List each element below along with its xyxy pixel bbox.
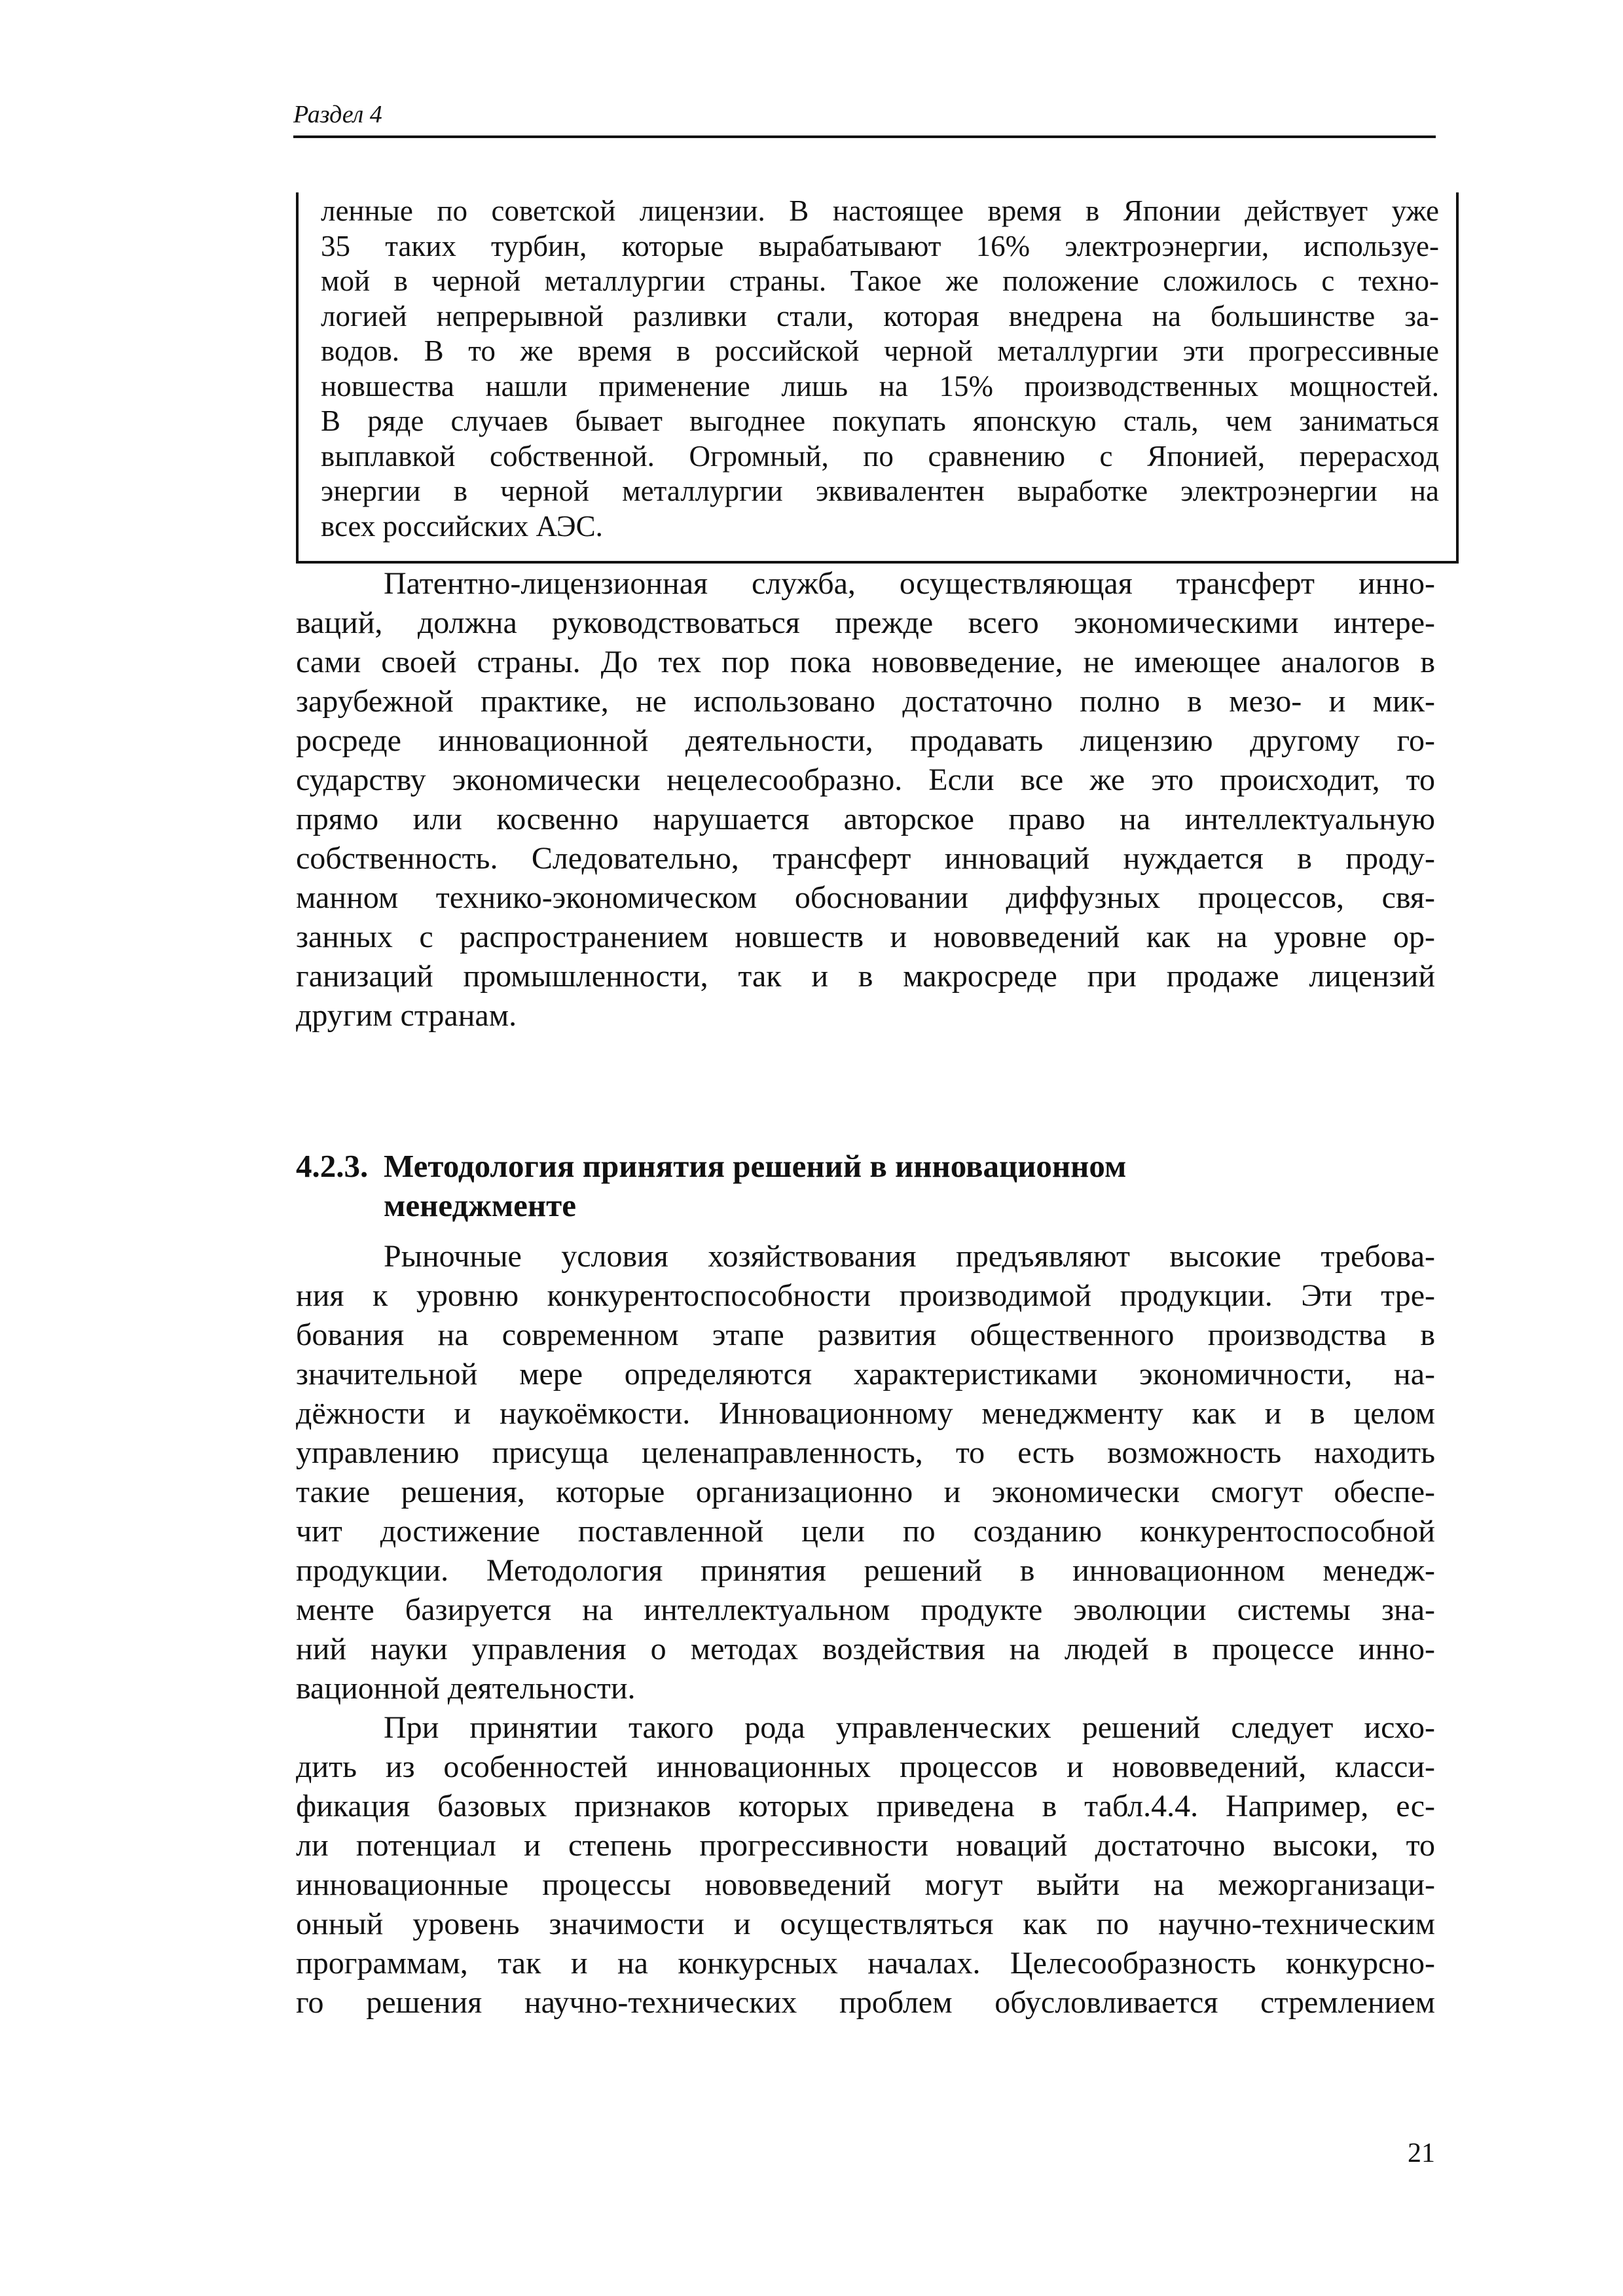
section-title: Методология принятия решений в инновационном: [384, 1148, 1127, 1184]
text-line: ганизаций промышленности, так и в макросреде при продаже лицензий: [296, 959, 1435, 994]
text-line: онный уровень значимости и осуществляться как по научно-техническим: [296, 1907, 1435, 1941]
text-line: менте базируется на интеллектуальном продукте эволюции системы зна-: [296, 1592, 1435, 1627]
text-line: логией непрерывной разливки стали, которая внедрена на большинстве за-: [321, 299, 1439, 332]
text-line: Патентно-лицензионная служба, осуществляющая трансферт инно-: [384, 566, 1435, 601]
section-heading-line: [296, 1147, 1435, 1186]
text-line: прямо или косвенно нарушается авторское право на интеллектуальную: [296, 802, 1435, 836]
text-line: программам, так и на конкурсных началах. Целесообразность конкурсно-: [296, 1946, 1435, 1981]
text-line: инновационные процессы нововведений могут выйти на межорганизаци-: [296, 1867, 1435, 1902]
text-line: сами своей страны. До тех пор пока нововведение, не имеющее аналогов в: [296, 645, 1435, 679]
text-line: ли потенциал и степень прогрессивности новаций достаточно высоки, то: [296, 1828, 1435, 1863]
section-heading: [296, 1147, 1435, 1225]
text-line: 35 таких турбин, которые вырабатывают 16% электроэнергии, используе-: [321, 229, 1439, 262]
text-line: всех российских АЭС.: [321, 509, 603, 543]
text-line: При принятии такого рода управленческих решений следует исхо-: [384, 1710, 1435, 1745]
text-line: ния к уровню конкурентоспособности производимой продукции. Эти тре-: [296, 1278, 1435, 1313]
text-line: дить из особенностей инновационных процессов и нововведений, класси-: [296, 1749, 1435, 1784]
paragraph-patent-service: [296, 564, 1435, 1035]
text-line: новшества нашли применение лишь на 15% производственных мощностей.: [321, 369, 1439, 403]
text-line: ваций, должна руководствоваться прежде всего экономическими интере-: [296, 605, 1435, 640]
text-line: водов. В то же время в российской черной металлургии эти прогрессивные: [321, 334, 1439, 367]
section-number: 4.2.3.: [296, 1148, 369, 1184]
text-line: занных с распространением новшеств и нововведений как на уровне ор-: [296, 920, 1435, 954]
text-line: энергии в черной металлургии эквивалентен выработке электроэнергии на: [321, 475, 1439, 507]
page-number: 21: [1408, 2138, 1435, 2168]
text-line: ленные по советской лицензии. В настоящее время в Японии действует уже: [321, 194, 1439, 227]
running-head: Раздел 4: [293, 95, 1436, 138]
text-line: бования на современном этапе развития общественного производства в: [296, 1318, 1435, 1352]
paragraph-decision-making: [296, 1708, 1435, 2022]
text-line: продукции. Методология принятия решений в инновационном менедж-: [296, 1553, 1435, 1588]
text-line: выплавкой собственной. Огромный, по сравнению с Японией, перерасход: [321, 439, 1439, 473]
text-line: го решения научно-технических проблем обусловливается стремлением: [296, 1985, 1435, 2020]
text-line: фикация базовых признаков которых приведена в табл.4.4. Например, ес-: [296, 1789, 1435, 1823]
text-line: собственность. Следовательно, трансферт инноваций нуждается в проду-: [296, 841, 1435, 876]
text-line: В ряде случаев бывает выгоднее покупать японскую сталь, чем заниматься: [321, 404, 1439, 437]
paragraph-market-conditions: [296, 1237, 1435, 1708]
text-line: росреде инновационной деятельности, продавать лицензию другому го-: [296, 723, 1435, 758]
section-title-continued: менеджменте: [384, 1187, 576, 1223]
text-line: такие решения, которые организационно и экономически смогут обеспе-: [296, 1475, 1435, 1509]
text-line: мой в черной металлургии страны. Такое же положение сложилось с техно-: [321, 264, 1439, 297]
text-line: сударству экономически нецелесообразно. Если все же это происходит, то: [296, 762, 1435, 797]
text-line: дёжности и наукоёмкости. Инновационному менеджменту как и в целом: [296, 1396, 1435, 1431]
text-line: Рыночные условия хозяйствования предъявляют высокие требова-: [384, 1239, 1435, 1274]
text-line: зарубежной практике, не использовано достаточно полно в мезо- и мик-: [296, 684, 1435, 719]
text-line: другим странам.: [296, 998, 517, 1033]
text-line: управлению присуща целенаправленность, то есть возможность находить: [296, 1435, 1435, 1470]
text-line: чит достижение поставленной цели по созданию конкурентоспособной: [296, 1514, 1435, 1549]
text-line: ний науки управления о методах воздействия на людей в процессе инно-: [296, 1632, 1435, 1666]
text-line: значительной мере определяются характеристиками экономичности, на-: [296, 1357, 1435, 1391]
text-line: вационной деятельности.: [296, 1671, 636, 1706]
text-line: манном технико-экономическом обосновании диффузных процессов, свя-: [296, 880, 1435, 915]
boxed-text-frame: [296, 192, 1459, 564]
